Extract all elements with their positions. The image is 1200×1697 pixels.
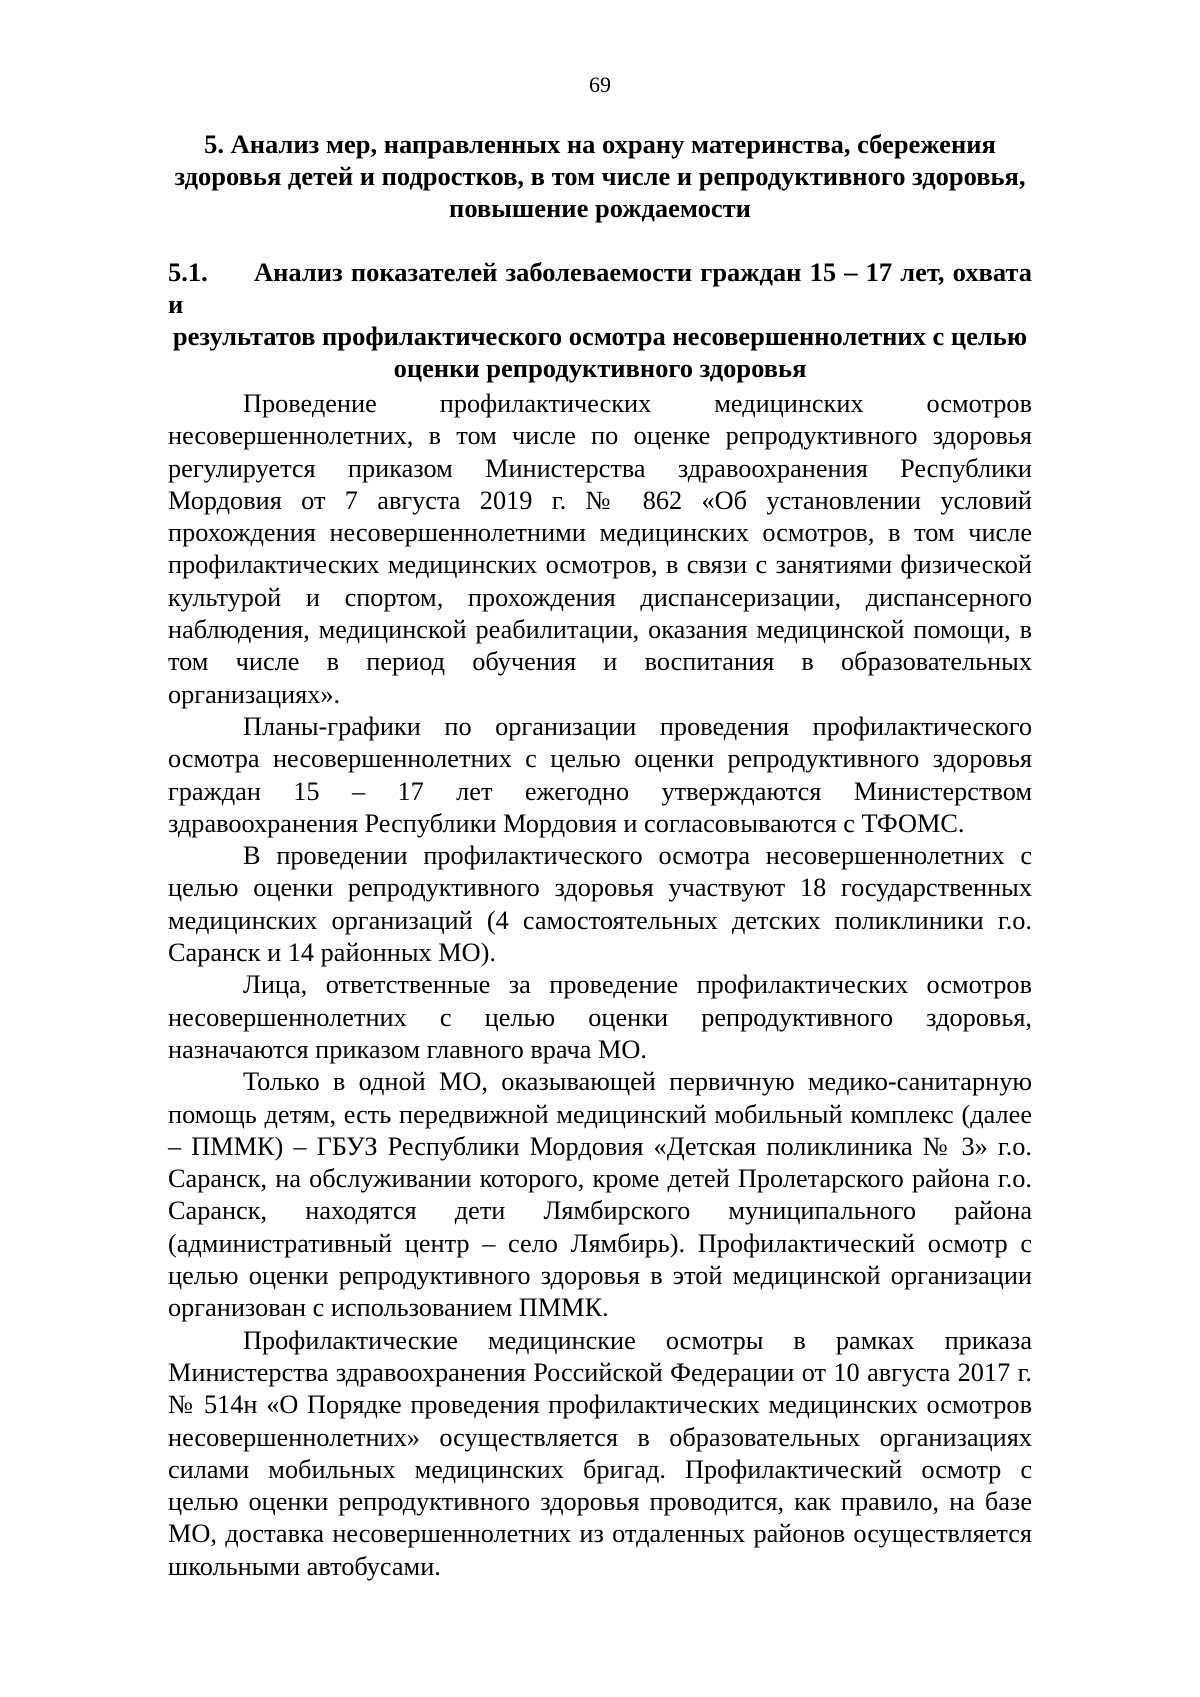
page-number: 69 (589, 72, 611, 97)
paragraph: Проведение профилактических медицинских осмотров несовершеннолетних, в том числе по оценке репродуктивного здоровья регулируется приказом Министерства здравоохранения Республики Мордовия от 7 августа 2019 г. № 862 «Об установлении условий прохождения несовершеннолетними медицинских осмотров, в том числе профилактических медицинских осмотров, в связи с занятиями физической культурой и спортом, прохождения диспансеризации, диспансерного наблюдения, медицинской реабилитации, оказания медицинской помощи, в том числе в период обучения и воспитания в образовательных организациях». (168, 389, 1032, 709)
body-text (168, 388, 1032, 1583)
subsection-title-rest: результатов профилактического осмотра несовершеннолетних с целью оценки репродуктивного здоровья (172, 321, 1028, 383)
subsection-title-first-line: Анализ показателей заболеваемости граждан 15 – 17 лет, охвата и (168, 257, 1032, 319)
paragraph: В проведении профилактического осмотра несовершеннолетних с целью оценки репродуктивного здоровья участвуют 18 государственных медицинских организаций (4 самостоятельных детских поликлиники г.о. Саранск и 14 районных МО). (168, 841, 1032, 968)
subsection-title-line1 (168, 256, 1032, 320)
paragraph: Лица, ответственные за проведение профилактических осмотров несовершеннолетних с целью оценки репродуктивного здоровья, назначаются приказом главного врача МО. (168, 970, 1032, 1064)
paragraph: Профилактические медицинские осмотры в рамках приказа Министерства здравоохранения Российской Федерации от 10 августа 2017 г. № 514н «О Порядке проведения профилактических медицинских осмотров несовершеннолетних» осуществляется в образовательных организациях силами мобильных медицинских бригад. Профилактический осмотр с целью оценки репродуктивного здоровья проводится, как правило, на базе МО, доставка несовершеннолетних из отдаленных районов осуществляется школьными автобусами. (168, 1325, 1032, 1581)
section-title: 5. Анализ мер, направленных на охрану материнства, сбережения здоровья детей и подростков, в том числе и репродуктивного здоровья, повышение рождаемости (174, 129, 1026, 223)
subsection-title (168, 256, 1032, 384)
subsection-number: 5.1. (168, 257, 208, 287)
paragraph: Только в одной МО, оказывающей первичную медико-санитарную помощь детям, есть передвижной медицинский мобильный комплекс (далее – ПММК) – ГБУЗ Республики Мордовия «Детская поликлиника № 3» г.о. Саранск, на обслуживании которого, кроме детей Пролетарского района г.о. Саранск, находятся дети Лямбирского муниципального района (административный центр – село Лямбирь). Профилактический осмотр с целью оценки репродуктивного здоровья в этой медицинской организации организован с использованием ПММК. (168, 1067, 1032, 1323)
paragraph: Планы-графики по организации проведения профилактического осмотра несовершеннолетних с целью оценки репродуктивного здоровья граждан 15 – 17 лет ежегодно утверждаются Министерством здравоохранения Республики Мордовия и согласовываются с ТФОМС. (168, 711, 1032, 838)
